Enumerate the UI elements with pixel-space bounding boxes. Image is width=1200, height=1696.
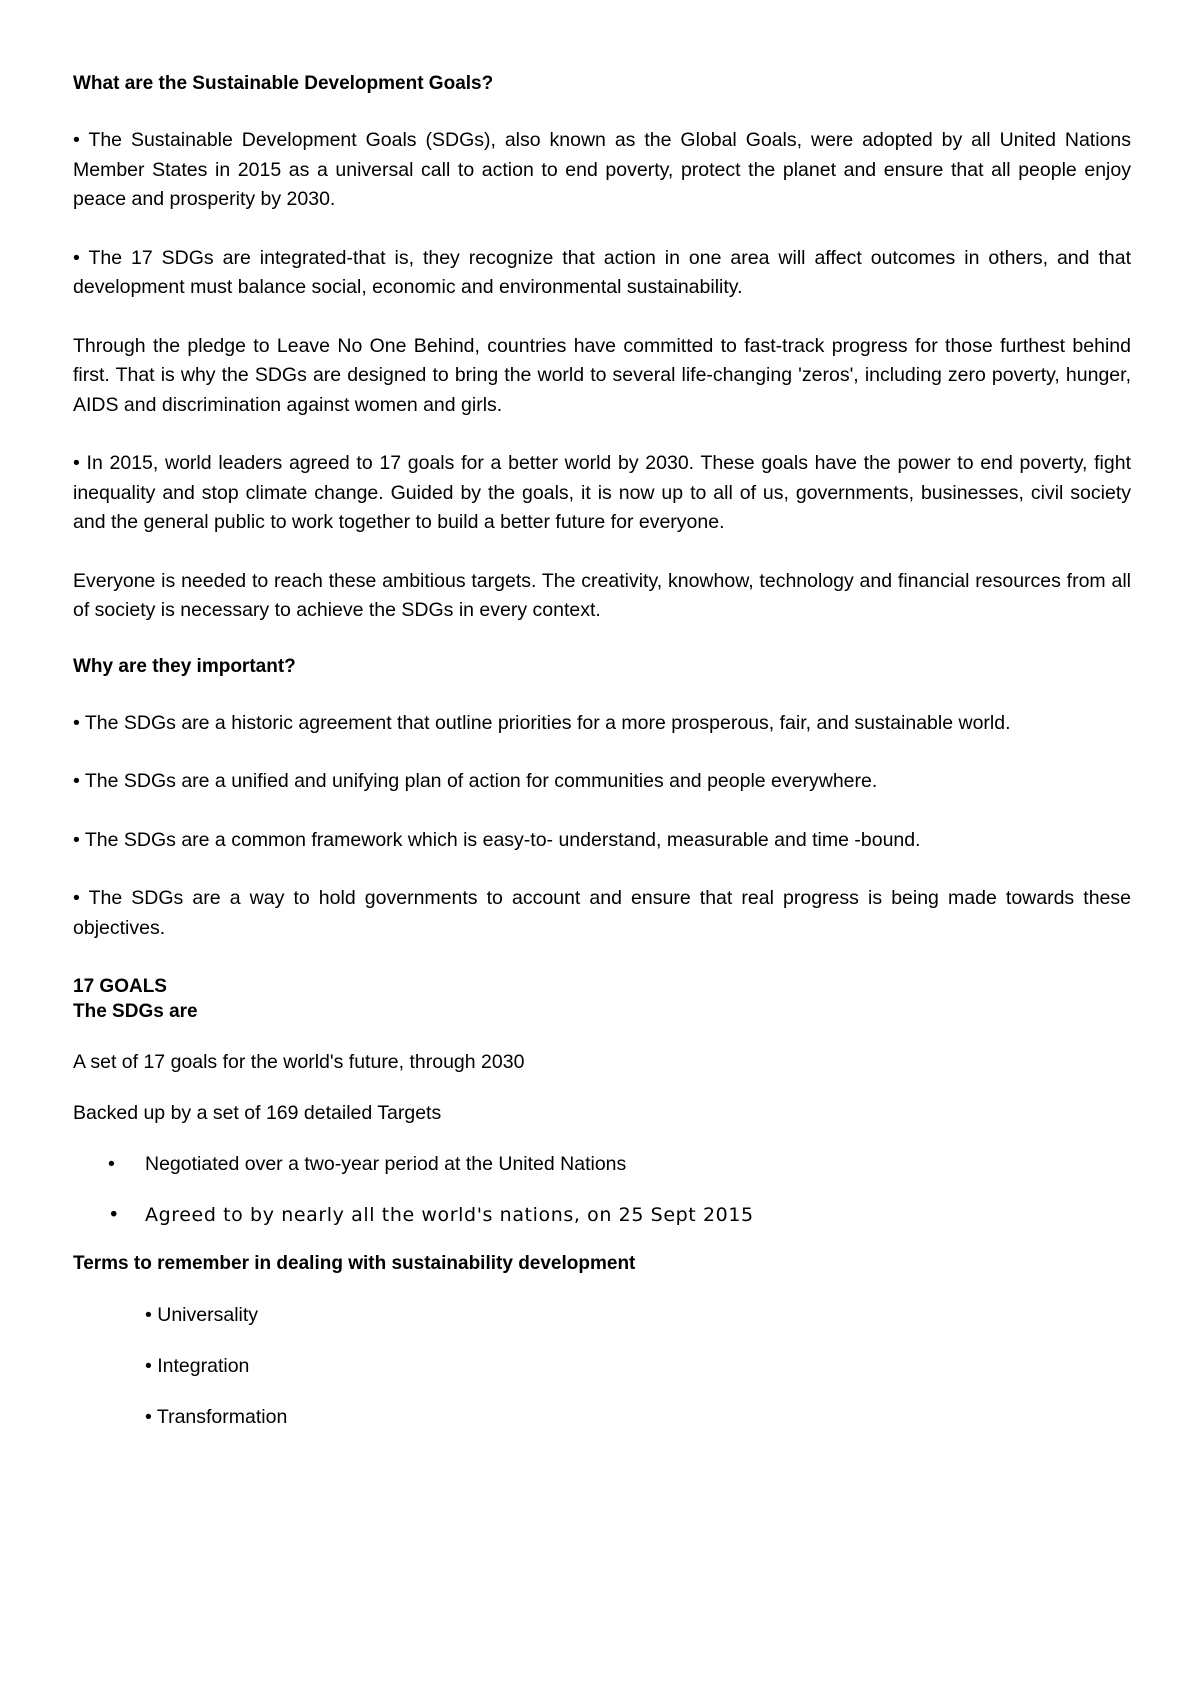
paragraph-everyone-needed: Everyone is needed to reach these ambitious targets. The creativity, knowhow, technology and financial resources from all of society is necessary to achieve the SDGs in every context.	[73, 569, 1131, 621]
paragraph-historic-agreement: • The SDGs are a historic agreement that outline priorities for a more prosperous, fair, and sustainable world.	[73, 711, 1011, 734]
heading-why-important: Why are they important?	[73, 655, 296, 677]
list-item	[73, 1151, 1131, 1177]
list-item: • Transformation	[145, 1406, 288, 1428]
paragraph-unified-plan: • The SDGs are a unified and unifying plan of action for communities and people everywhere.	[73, 770, 878, 792]
line-set-of-17-goals: A set of 17 goals for the world's future, through 2030	[73, 1051, 525, 1073]
list-item-text: Agreed to by nearly all the world's nations, on 25 Sept 2015	[145, 1204, 754, 1226]
list-item	[73, 1202, 1131, 1228]
list-item: • Integration	[145, 1355, 250, 1377]
heading-terms-to-remember: Terms to remember in dealing with sustainability development	[73, 1253, 636, 1274]
paragraph-common-framework: • The SDGs are a common framework which is easy-to- understand, measurable and time -bound.	[73, 828, 921, 851]
bullet-icon: •	[108, 1203, 121, 1226]
heading-17-goals: 17 GOALS	[73, 976, 167, 997]
paragraph-hold-governments: • The SDGs are a way to hold governments to account and ensure that real progress is being made towards these objectives.	[73, 887, 1131, 939]
goals-bullet-list	[73, 1151, 1131, 1228]
terms-list	[73, 1302, 1131, 1430]
list-item-text: Negotiated over a two-year period at the United Nations	[145, 1153, 627, 1175]
bullet-icon: •	[108, 1153, 115, 1175]
document-page	[73, 71, 1131, 1455]
paragraph-world-leaders-agreed: • In 2015, world leaders agreed to 17 goals for a better world by 2030. These goals have the power to end poverty, fight inequality and stop climate change. Guided by the goals, it is now up to all of us, governments, businesses, civil society and the general public to work together to build a better future for everyone.	[73, 452, 1131, 533]
heading-sdgs-are: The SDGs are	[73, 1001, 198, 1022]
line-169-targets: Backed up by a set of 169 detailed Targets	[73, 1102, 442, 1124]
paragraph-sdg-integrated: • The 17 SDGs are integrated-that is, they recognize that action in one area will affect outcomes in others, and that development must balance social, economic and environmental sustainability.	[73, 246, 1131, 298]
paragraph-leave-no-one-behind: Through the pledge to Leave No One Behind, countries have committed to fast-track progress for those furthest behind first. That is why the SDGs are designed to bring the world to several life-changing 'zeros', including zero poverty, hunger, AIDS and discrimination against women and girls.	[73, 334, 1131, 416]
paragraph-sdg-definition: • The Sustainable Development Goals (SDGs), also known as the Global Goals, were adopted by all United Nations Member States in 2015 as a universal call to action to end poverty, protect the planet and ensure that all people enjoy peace and prosperity by 2030.	[73, 129, 1131, 210]
list-item: • Universality	[145, 1304, 259, 1326]
goals-heading-block	[73, 974, 1131, 1024]
heading-what-are-sdgs: What are the Sustainable Development Goals?	[73, 73, 494, 94]
